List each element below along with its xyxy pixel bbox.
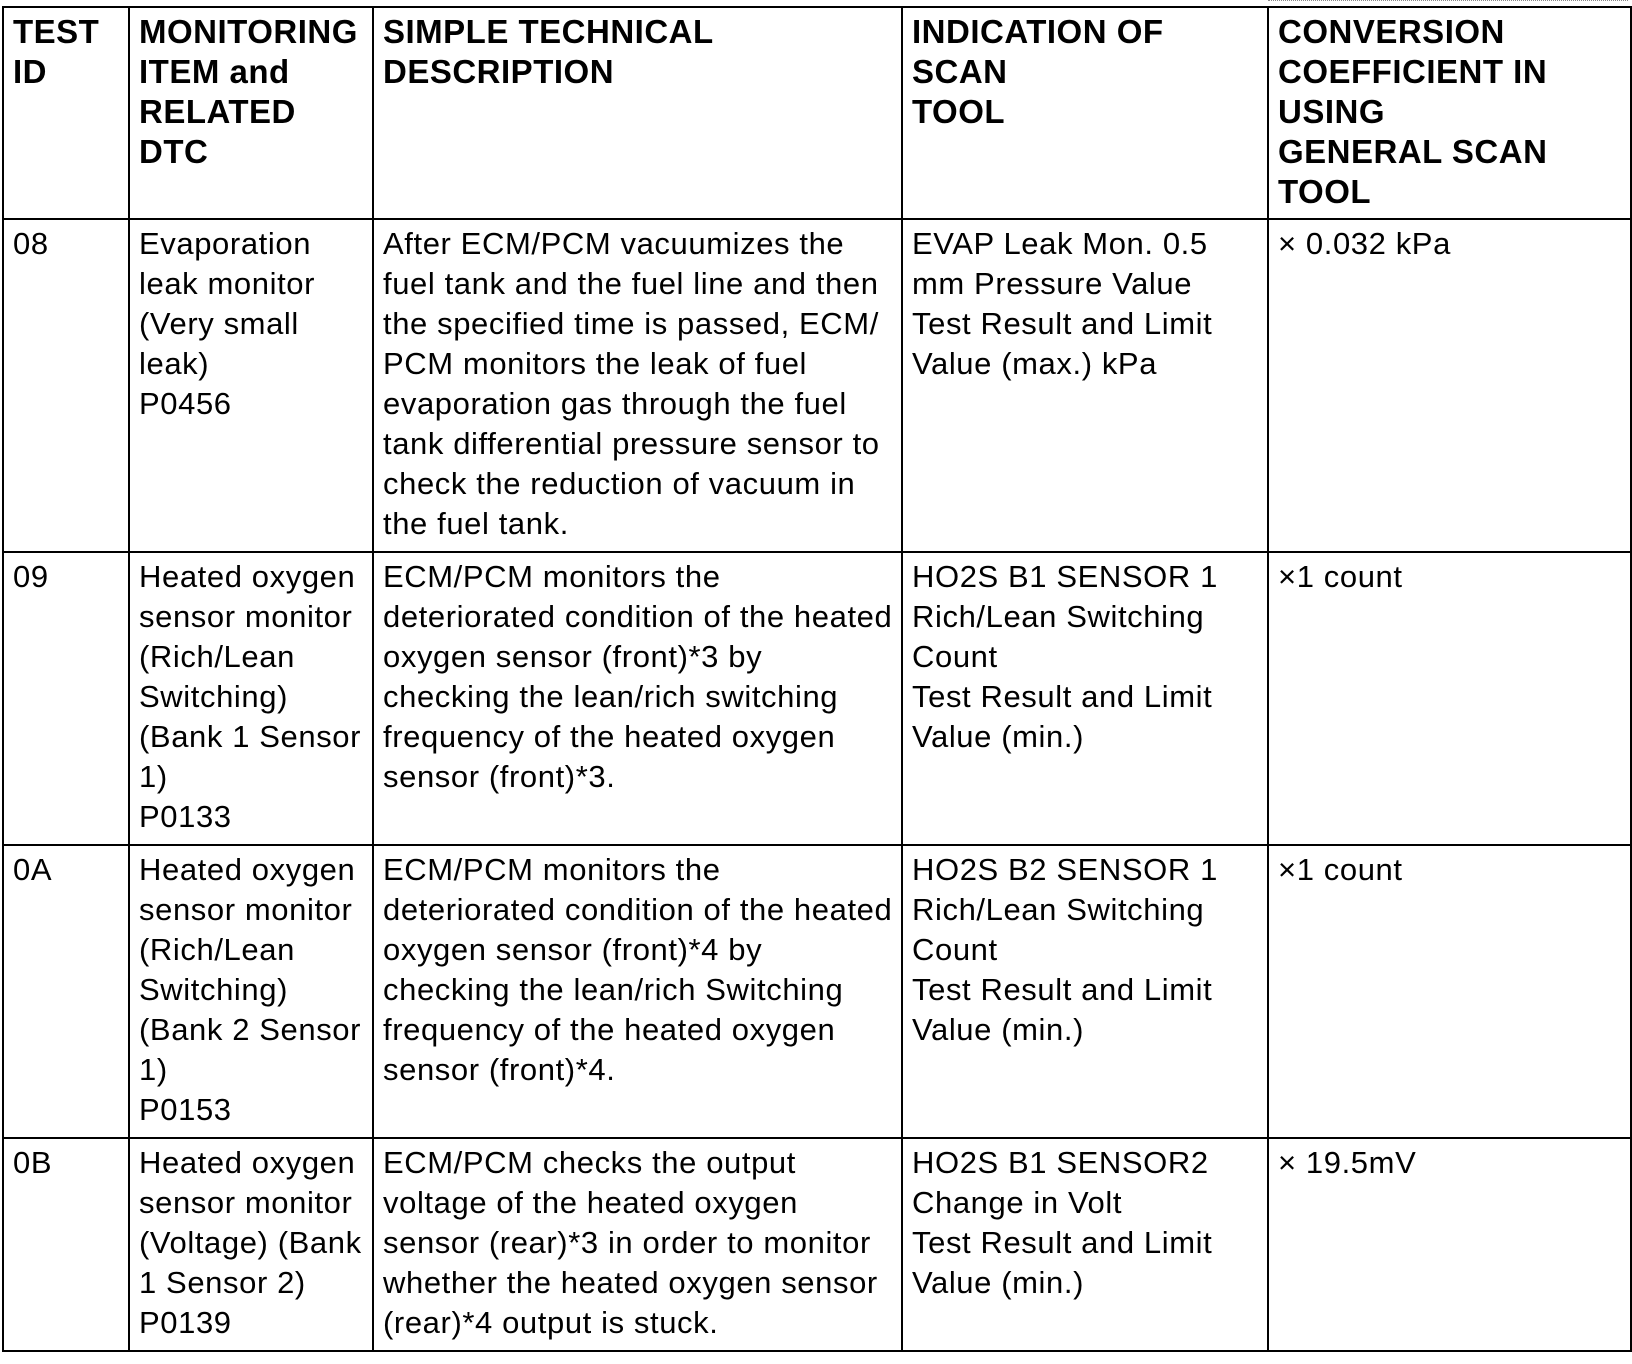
cell-description: After ECM/PCM vacuumizes the fuel tank and the fuel line and then the specified time is passed, ECM/ PCM monitors the leak of fuel evaporation gas through the fuel tank differential pressure sensor to check the reduction of vacuum in the fuel tank. xyxy=(373,219,902,552)
cell-test-id: 0A xyxy=(3,845,129,1138)
table-row xyxy=(3,219,1631,552)
monitor-test-table xyxy=(2,6,1632,1352)
header-monitoring-item: MONITORING ITEM and RELATED DTC xyxy=(129,7,373,219)
page-edge-mark xyxy=(1268,0,1628,4)
header-test-id: TEST ID xyxy=(3,7,129,219)
cell-monitoring-item: Heated oxygen sensor monitor (Voltage) (Bank 1 Sensor 2) P0139 xyxy=(129,1138,373,1351)
table-header-row xyxy=(3,7,1631,219)
header-description: SIMPLE TECHNICAL DESCRIPTION xyxy=(373,7,902,219)
cell-test-id: 0B xyxy=(3,1138,129,1351)
cell-conversion: × 19.5mV xyxy=(1268,1138,1631,1351)
cell-indication: HO2S B2 SENSOR 1 Rich/Lean Switching Count Test Result and Limit Value (min.) xyxy=(902,845,1268,1138)
header-conversion: CONVERSION COEFFICIENT IN USING GENERAL SCAN TOOL xyxy=(1268,7,1631,219)
table-row xyxy=(3,1138,1631,1351)
cell-test-id: 08 xyxy=(3,219,129,552)
cell-conversion: ×1 count xyxy=(1268,845,1631,1138)
header-indication: INDICATION OF SCAN TOOL xyxy=(902,7,1268,219)
cell-monitoring-item: Evaporation leak monitor (Very small leak) P0456 xyxy=(129,219,373,552)
cell-conversion: × 0.032 kPa xyxy=(1268,219,1631,552)
cell-indication: HO2S B1 SENSOR2 Change in Volt Test Result and Limit Value (min.) xyxy=(902,1138,1268,1351)
table-row xyxy=(3,845,1631,1138)
table-row xyxy=(3,552,1631,845)
cell-monitoring-item: Heated oxygen sensor monitor (Rich/Lean Switching) (Bank 2 Sensor 1) P0153 xyxy=(129,845,373,1138)
cell-indication: EVAP Leak Mon. 0.5 mm Pressure Value Test Result and Limit Value (max.) kPa xyxy=(902,219,1268,552)
cell-test-id: 09 xyxy=(3,552,129,845)
cell-monitoring-item: Heated oxygen sensor monitor (Rich/Lean Switching) (Bank 1 Sensor 1) P0133 xyxy=(129,552,373,845)
cell-description: ECM/PCM monitors the deteriorated condition of the heated oxygen sensor (front)*4 by checking the lean/rich Switching frequency of the heated oxygen sensor (front)*4. xyxy=(373,845,902,1138)
document-sheet xyxy=(2,6,1630,1350)
cell-indication: HO2S B1 SENSOR 1 Rich/Lean Switching Count Test Result and Limit Value (min.) xyxy=(902,552,1268,845)
cell-conversion: ×1 count xyxy=(1268,552,1631,845)
cell-description: ECM/PCM checks the output voltage of the heated oxygen sensor (rear)*3 in order to monitor whether the heated oxygen sensor (rear)*4 output is stuck. xyxy=(373,1138,902,1351)
cell-description: ECM/PCM monitors the deteriorated condition of the heated oxygen sensor (front)*3 by checking the lean/rich switching frequency of the heated oxygen sensor (front)*3. xyxy=(373,552,902,845)
